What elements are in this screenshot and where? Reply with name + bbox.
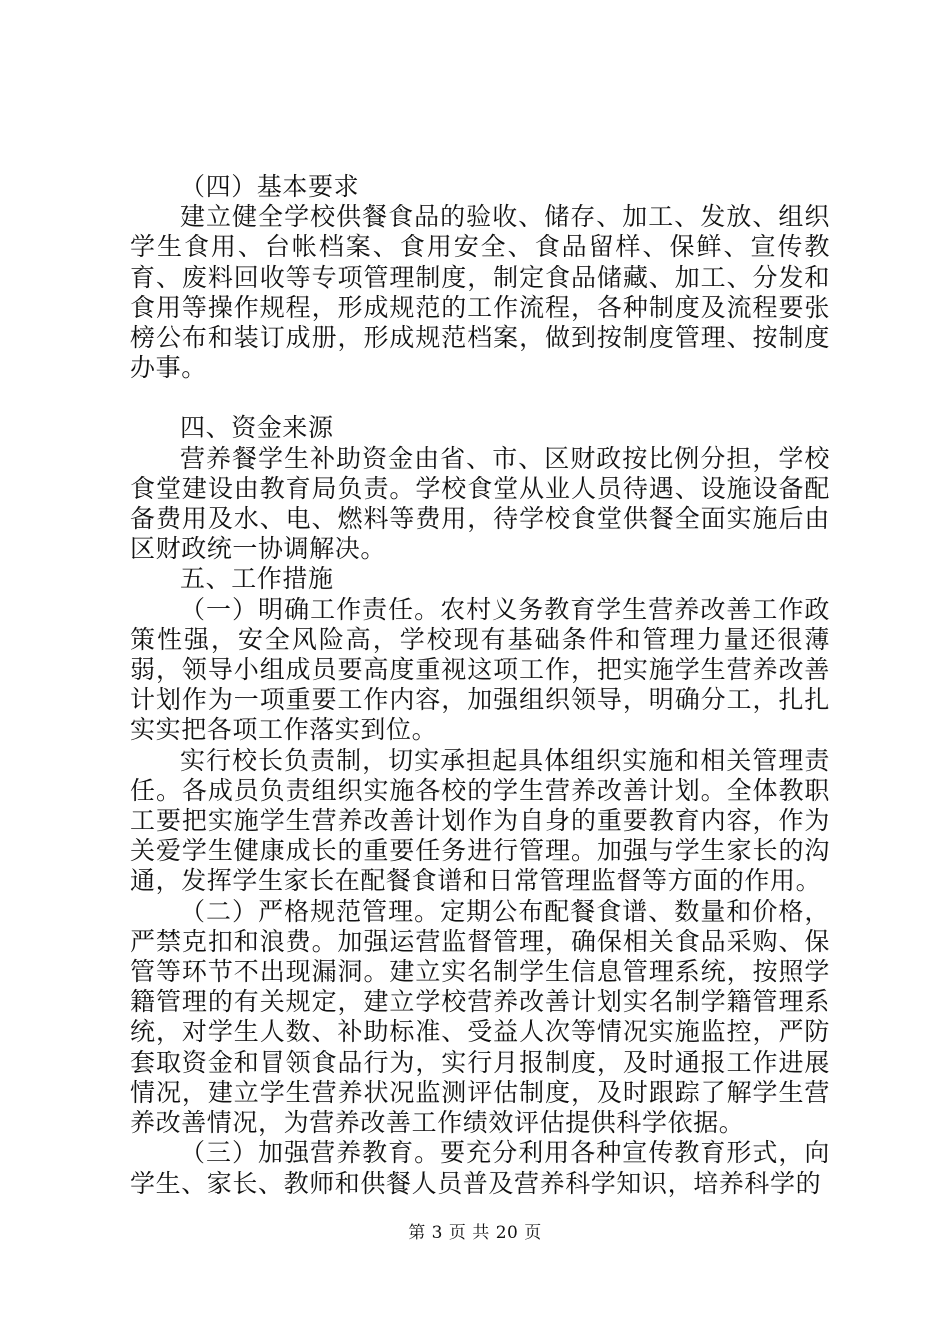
document-body	[130, 172, 830, 1199]
paragraph-nutrition-education: （三）加强营养教育。要充分利用各种宣传教育形式，向学生、家长、教师和供餐人员普及营养科学知识，培养科学的	[130, 1138, 830, 1198]
section-heading-work-measures: 五、工作措施	[180, 564, 334, 594]
paragraph-basic-requirements: 建立健全学校供餐食品的验收、储存、加工、发放、组织学生食用、台帐档案、食用安全、食品留样、保鲜、宣传教育、废料回收等专项管理制度，制定食品储藏、加工、分发和食用等操作规程，形成规范的工作流程，各种制度及流程要张榜公布和装订成册，形成规范档案，做到按制度管理、按制度办事。	[130, 202, 830, 383]
paragraph-principal-responsibility: 实行校长负责制，切实承担起具体组织实施和相关管理责任。各成员负责组织实施各校的学生营养改善计划。全体教职工要把实施学生营养改善计划作为自身的重要教育内容，作为关爱学生健康成长的重要任务进行管理。加强与学生家长的沟通，发挥学生家长在配餐食谱和日常管理监督等方面的作用。	[130, 745, 830, 896]
page-footer: 第 3 页 共 20 页	[408, 1223, 542, 1243]
paragraph-funding-source: 营养餐学生补助资金由省、市、区财政按比例分担，学校食堂建设由教育局负责。学校食堂从业人员待遇、设施设备配备费用及水、电、燃料等费用，待学校食堂供餐全面实施后由区财政统一协调解决。	[130, 443, 830, 564]
section-heading-funding-source: 四、资金来源	[180, 413, 334, 443]
paragraph-strict-management: （二）严格规范管理。定期公布配餐食谱、数量和价格，严禁克扣和浪费。加强运营监督管理，确保相关食品采购、保管等环节不出现漏洞。建立实名制学生信息管理系统，按照学籍管理的有关规定，建立学校营养改善计划实名制学籍管理系统，对学生人数、补助标准、受益人次等情况实施监控，严防套取资金和冒领食品行为，实行月报制度，及时通报工作进展情况，建立学生营养状况监测评估制度，及时跟踪了解学生营养改善情况，为营养改善工作绩效评估提供科学依据。	[130, 896, 830, 1138]
paragraph-clarify-responsibility: （一）明确工作责任。农村义务教育学生营养改善工作政策性强，安全风险高，学校现有基础条件和管理力量还很薄弱，领导小组成员要高度重视这项工作，把实施学生营养改善计划作为一项重要工作内容，加强组织领导，明确分工，扎扎实实把各项工作落实到位。	[130, 594, 830, 745]
section-heading-basic-requirements: （四）基本要求	[180, 172, 360, 201]
